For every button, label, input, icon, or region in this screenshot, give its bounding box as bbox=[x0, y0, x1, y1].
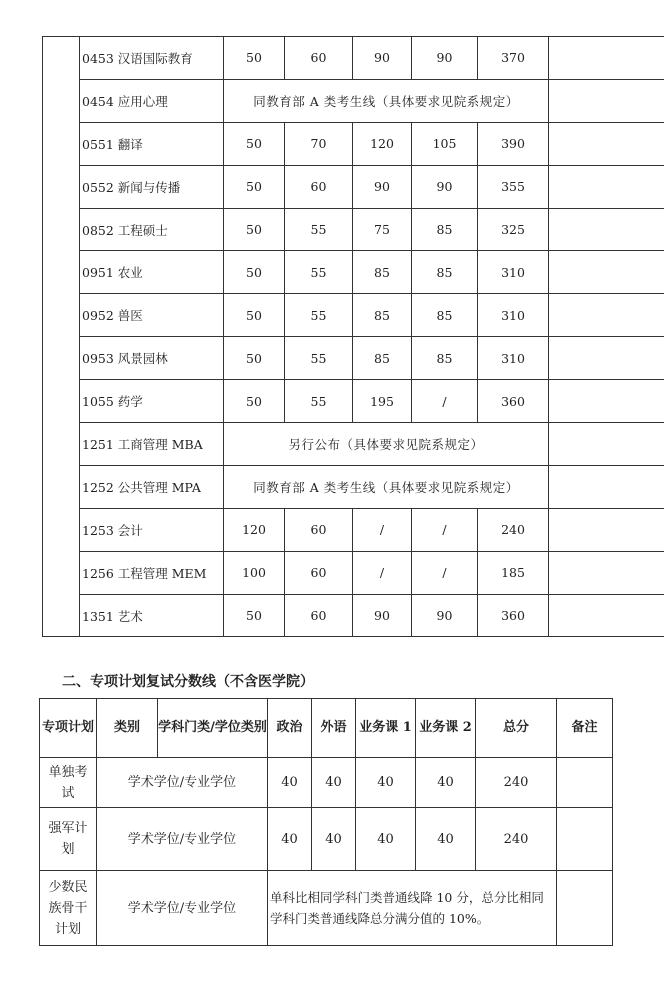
total-score: 360 bbox=[478, 594, 549, 637]
degree-category: 学术学位/专业学位 bbox=[97, 758, 268, 808]
course2-score: 85 bbox=[412, 208, 478, 251]
course1-score: 90 bbox=[353, 594, 412, 637]
course2-score: 85 bbox=[412, 337, 478, 380]
course1-score: / bbox=[353, 508, 412, 551]
total-score: 325 bbox=[478, 208, 549, 251]
course1-score: 85 bbox=[353, 337, 412, 380]
note-cell bbox=[549, 251, 664, 294]
note-cell bbox=[549, 423, 664, 466]
course1-score: 75 bbox=[353, 208, 412, 251]
table-row bbox=[43, 79, 664, 122]
politics-score: 50 bbox=[224, 380, 285, 423]
table-row bbox=[43, 37, 664, 80]
program-name: 0454 应用心理 bbox=[80, 79, 224, 122]
plan-name: 强军计划 bbox=[40, 808, 97, 871]
program-name: 0852 工程硕士 bbox=[80, 208, 224, 251]
special-plan-table bbox=[39, 698, 613, 946]
header-politics: 政治 bbox=[268, 699, 312, 758]
score-requirement: 同教育部 A 类考生线（具体要求见院系规定） bbox=[224, 79, 549, 122]
total-score: 360 bbox=[478, 380, 549, 423]
program-name: 1251 工商管理 MBA bbox=[80, 423, 224, 466]
program-name: 0551 翻译 bbox=[80, 122, 224, 165]
header-category: 类别 bbox=[97, 699, 158, 758]
politics-score: 120 bbox=[224, 508, 285, 551]
language-score: 55 bbox=[285, 294, 353, 337]
header-course1: 业务课 1 bbox=[356, 699, 416, 758]
course2-score: 90 bbox=[412, 165, 478, 208]
plan-row bbox=[40, 808, 613, 871]
note-cell bbox=[549, 79, 664, 122]
total-score: 310 bbox=[478, 294, 549, 337]
language-score: 55 bbox=[285, 251, 353, 294]
header-total: 总分 bbox=[476, 699, 557, 758]
remark-cell bbox=[557, 808, 613, 871]
course2-score: 90 bbox=[412, 37, 478, 80]
program-name: 0951 农业 bbox=[80, 251, 224, 294]
note-cell bbox=[549, 122, 664, 165]
program-name: 1055 药学 bbox=[80, 380, 224, 423]
politics-score: 50 bbox=[224, 208, 285, 251]
course1-score: 40 bbox=[356, 758, 416, 808]
plan-row bbox=[40, 871, 613, 946]
politics-score: 40 bbox=[268, 758, 312, 808]
language-score: 70 bbox=[285, 122, 353, 165]
total-score: 310 bbox=[478, 337, 549, 380]
total-score: 390 bbox=[478, 122, 549, 165]
note-cell bbox=[549, 380, 664, 423]
total-score: 185 bbox=[478, 551, 549, 594]
course2-score: / bbox=[412, 551, 478, 594]
program-name: 1351 艺术 bbox=[80, 594, 224, 637]
language-score: 55 bbox=[285, 208, 353, 251]
remark-cell bbox=[557, 871, 613, 946]
header-row bbox=[40, 699, 613, 758]
course2-score: 105 bbox=[412, 122, 478, 165]
header-plan: 专项计划 bbox=[40, 699, 97, 758]
course1-score: 85 bbox=[353, 251, 412, 294]
politics-score: 50 bbox=[224, 165, 285, 208]
table-row bbox=[43, 423, 664, 466]
note-cell bbox=[549, 37, 664, 80]
total-score: 240 bbox=[476, 808, 557, 871]
language-score: 55 bbox=[285, 337, 353, 380]
score-requirement: 另行公布（具体要求见院系规定） bbox=[224, 423, 549, 466]
program-name: 0453 汉语国际教育 bbox=[80, 37, 224, 80]
language-score: 60 bbox=[285, 594, 353, 637]
note-cell bbox=[549, 337, 664, 380]
course1-score: 40 bbox=[356, 808, 416, 871]
language-score: 55 bbox=[285, 380, 353, 423]
remark-cell bbox=[557, 758, 613, 808]
table-row bbox=[43, 251, 664, 294]
politics-score: 100 bbox=[224, 551, 285, 594]
politics-score: 50 bbox=[224, 594, 285, 637]
table-row bbox=[43, 208, 664, 251]
language-score: 60 bbox=[285, 508, 353, 551]
plan-name: 少数民族骨干计划 bbox=[40, 871, 97, 946]
course1-score: 90 bbox=[353, 37, 412, 80]
course1-score: / bbox=[353, 551, 412, 594]
program-name: 0953 风景园林 bbox=[80, 337, 224, 380]
degree-category: 学术学位/专业学位 bbox=[97, 871, 268, 946]
note-cell bbox=[549, 294, 664, 337]
table-row bbox=[43, 165, 664, 208]
table-row bbox=[43, 551, 664, 594]
note-cell bbox=[549, 208, 664, 251]
header-remark: 备注 bbox=[557, 699, 613, 758]
score-requirement: 同教育部 A 类考生线（具体要求见院系规定） bbox=[224, 465, 549, 508]
language-score: 60 bbox=[285, 37, 353, 80]
politics-score: 50 bbox=[224, 122, 285, 165]
language-score: 60 bbox=[285, 551, 353, 594]
table-row bbox=[43, 294, 664, 337]
plan-name: 单独考试 bbox=[40, 758, 97, 808]
note-cell bbox=[549, 465, 664, 508]
program-name: 1253 会计 bbox=[80, 508, 224, 551]
header-language: 外语 bbox=[312, 699, 356, 758]
plan-row bbox=[40, 758, 613, 808]
header-course2: 业务课 2 bbox=[416, 699, 476, 758]
politics-score: 50 bbox=[224, 37, 285, 80]
total-score: 240 bbox=[478, 508, 549, 551]
course2-score: 85 bbox=[412, 251, 478, 294]
note-cell bbox=[549, 165, 664, 208]
politics-score: 50 bbox=[224, 251, 285, 294]
course2-score: / bbox=[412, 380, 478, 423]
course2-score: 90 bbox=[412, 594, 478, 637]
note-cell bbox=[549, 551, 664, 594]
header-discipline: 学科门类/学位类别 bbox=[158, 699, 268, 758]
politics-score: 40 bbox=[268, 808, 312, 871]
degree-category: 学术学位/专业学位 bbox=[97, 808, 268, 871]
total-score: 355 bbox=[478, 165, 549, 208]
course1-score: 85 bbox=[353, 294, 412, 337]
score-table-continued bbox=[42, 36, 664, 637]
language-score: 40 bbox=[312, 758, 356, 808]
politics-score: 50 bbox=[224, 337, 285, 380]
course2-score: 40 bbox=[416, 758, 476, 808]
program-name: 0552 新闻与传播 bbox=[80, 165, 224, 208]
table-row bbox=[43, 122, 664, 165]
section-title: 二、专项计划复试分数线（不含医学院） bbox=[62, 674, 314, 690]
total-score: 370 bbox=[478, 37, 549, 80]
politics-score: 50 bbox=[224, 294, 285, 337]
note-cell bbox=[549, 594, 664, 637]
table-row bbox=[43, 508, 664, 551]
table-row bbox=[43, 465, 664, 508]
course1-score: 90 bbox=[353, 165, 412, 208]
course2-score: 85 bbox=[412, 294, 478, 337]
language-score: 40 bbox=[312, 808, 356, 871]
course1-score: 120 bbox=[353, 122, 412, 165]
table-row bbox=[43, 594, 664, 637]
program-name: 1252 公共管理 MPA bbox=[80, 465, 224, 508]
table-row bbox=[43, 337, 664, 380]
program-name: 1256 工程管理 MEM bbox=[80, 551, 224, 594]
course1-score: 195 bbox=[353, 380, 412, 423]
course2-score: 40 bbox=[416, 808, 476, 871]
course2-score: / bbox=[412, 508, 478, 551]
total-score: 310 bbox=[478, 251, 549, 294]
score-rule-text: 单科比相同学科门类普通线降 10 分，总分比相同学科门类普通线降总分满分值的 10%。 bbox=[268, 871, 557, 946]
table-row bbox=[43, 380, 664, 423]
note-cell bbox=[549, 508, 664, 551]
program-name: 0952 兽医 bbox=[80, 294, 224, 337]
total-score: 240 bbox=[476, 758, 557, 808]
category-cell bbox=[43, 37, 80, 637]
language-score: 60 bbox=[285, 165, 353, 208]
